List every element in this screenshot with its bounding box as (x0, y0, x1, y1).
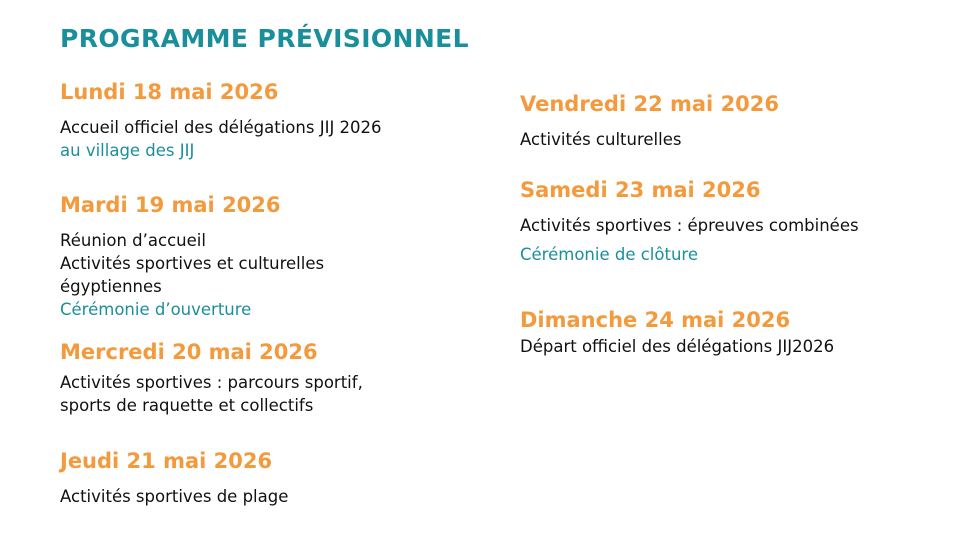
page-title: PROGRAMME PRÉVISIONNEL (60, 24, 469, 53)
activity-line-highlight: au village des JIJ (60, 141, 195, 160)
day-heading: Mardi 19 mai 2026 (60, 193, 281, 217)
day-heading: Dimanche 24 mai 2026 (520, 308, 791, 332)
activity-line: Activités sportives : parcours sportif, (60, 373, 363, 392)
activity-line: Activités sportives et culturelles (60, 254, 325, 273)
day-block-sunday (520, 307, 950, 358)
activity-line: Départ officiel des délégations JIJ2026 (520, 337, 835, 356)
day-block-wednesday (60, 339, 490, 417)
day-heading: Lundi 18 mai 2026 (60, 80, 279, 104)
day-block-thursday (60, 448, 490, 508)
activity-line: sports de raquette et collectifs (60, 396, 314, 415)
activity-line: Activités culturelles (520, 130, 682, 149)
day-heading: Jeudi 21 mai 2026 (60, 449, 273, 473)
activity-line-highlight: Cérémonie d’ouverture (60, 300, 252, 319)
day-heading: Mercredi 20 mai 2026 (60, 340, 318, 364)
day-heading: Samedi 23 mai 2026 (520, 178, 761, 202)
activity-line: Activités sportives de plage (60, 487, 289, 506)
day-block-tuesday (60, 192, 490, 321)
activity-line: Réunion d’accueil (60, 231, 206, 250)
day-block-monday (60, 79, 490, 162)
activity-line: Activités sportives : épreuves combinées (520, 216, 859, 235)
day-heading: Vendredi 22 mai 2026 (520, 92, 780, 116)
day-block-saturday (520, 177, 950, 266)
activity-line-highlight: Cérémonie de clôture (520, 245, 698, 264)
activity-line: égyptiennes (60, 277, 162, 296)
activity-line: Accueil officiel des délégations JIJ 2026 (60, 118, 382, 137)
day-block-friday (520, 91, 950, 151)
